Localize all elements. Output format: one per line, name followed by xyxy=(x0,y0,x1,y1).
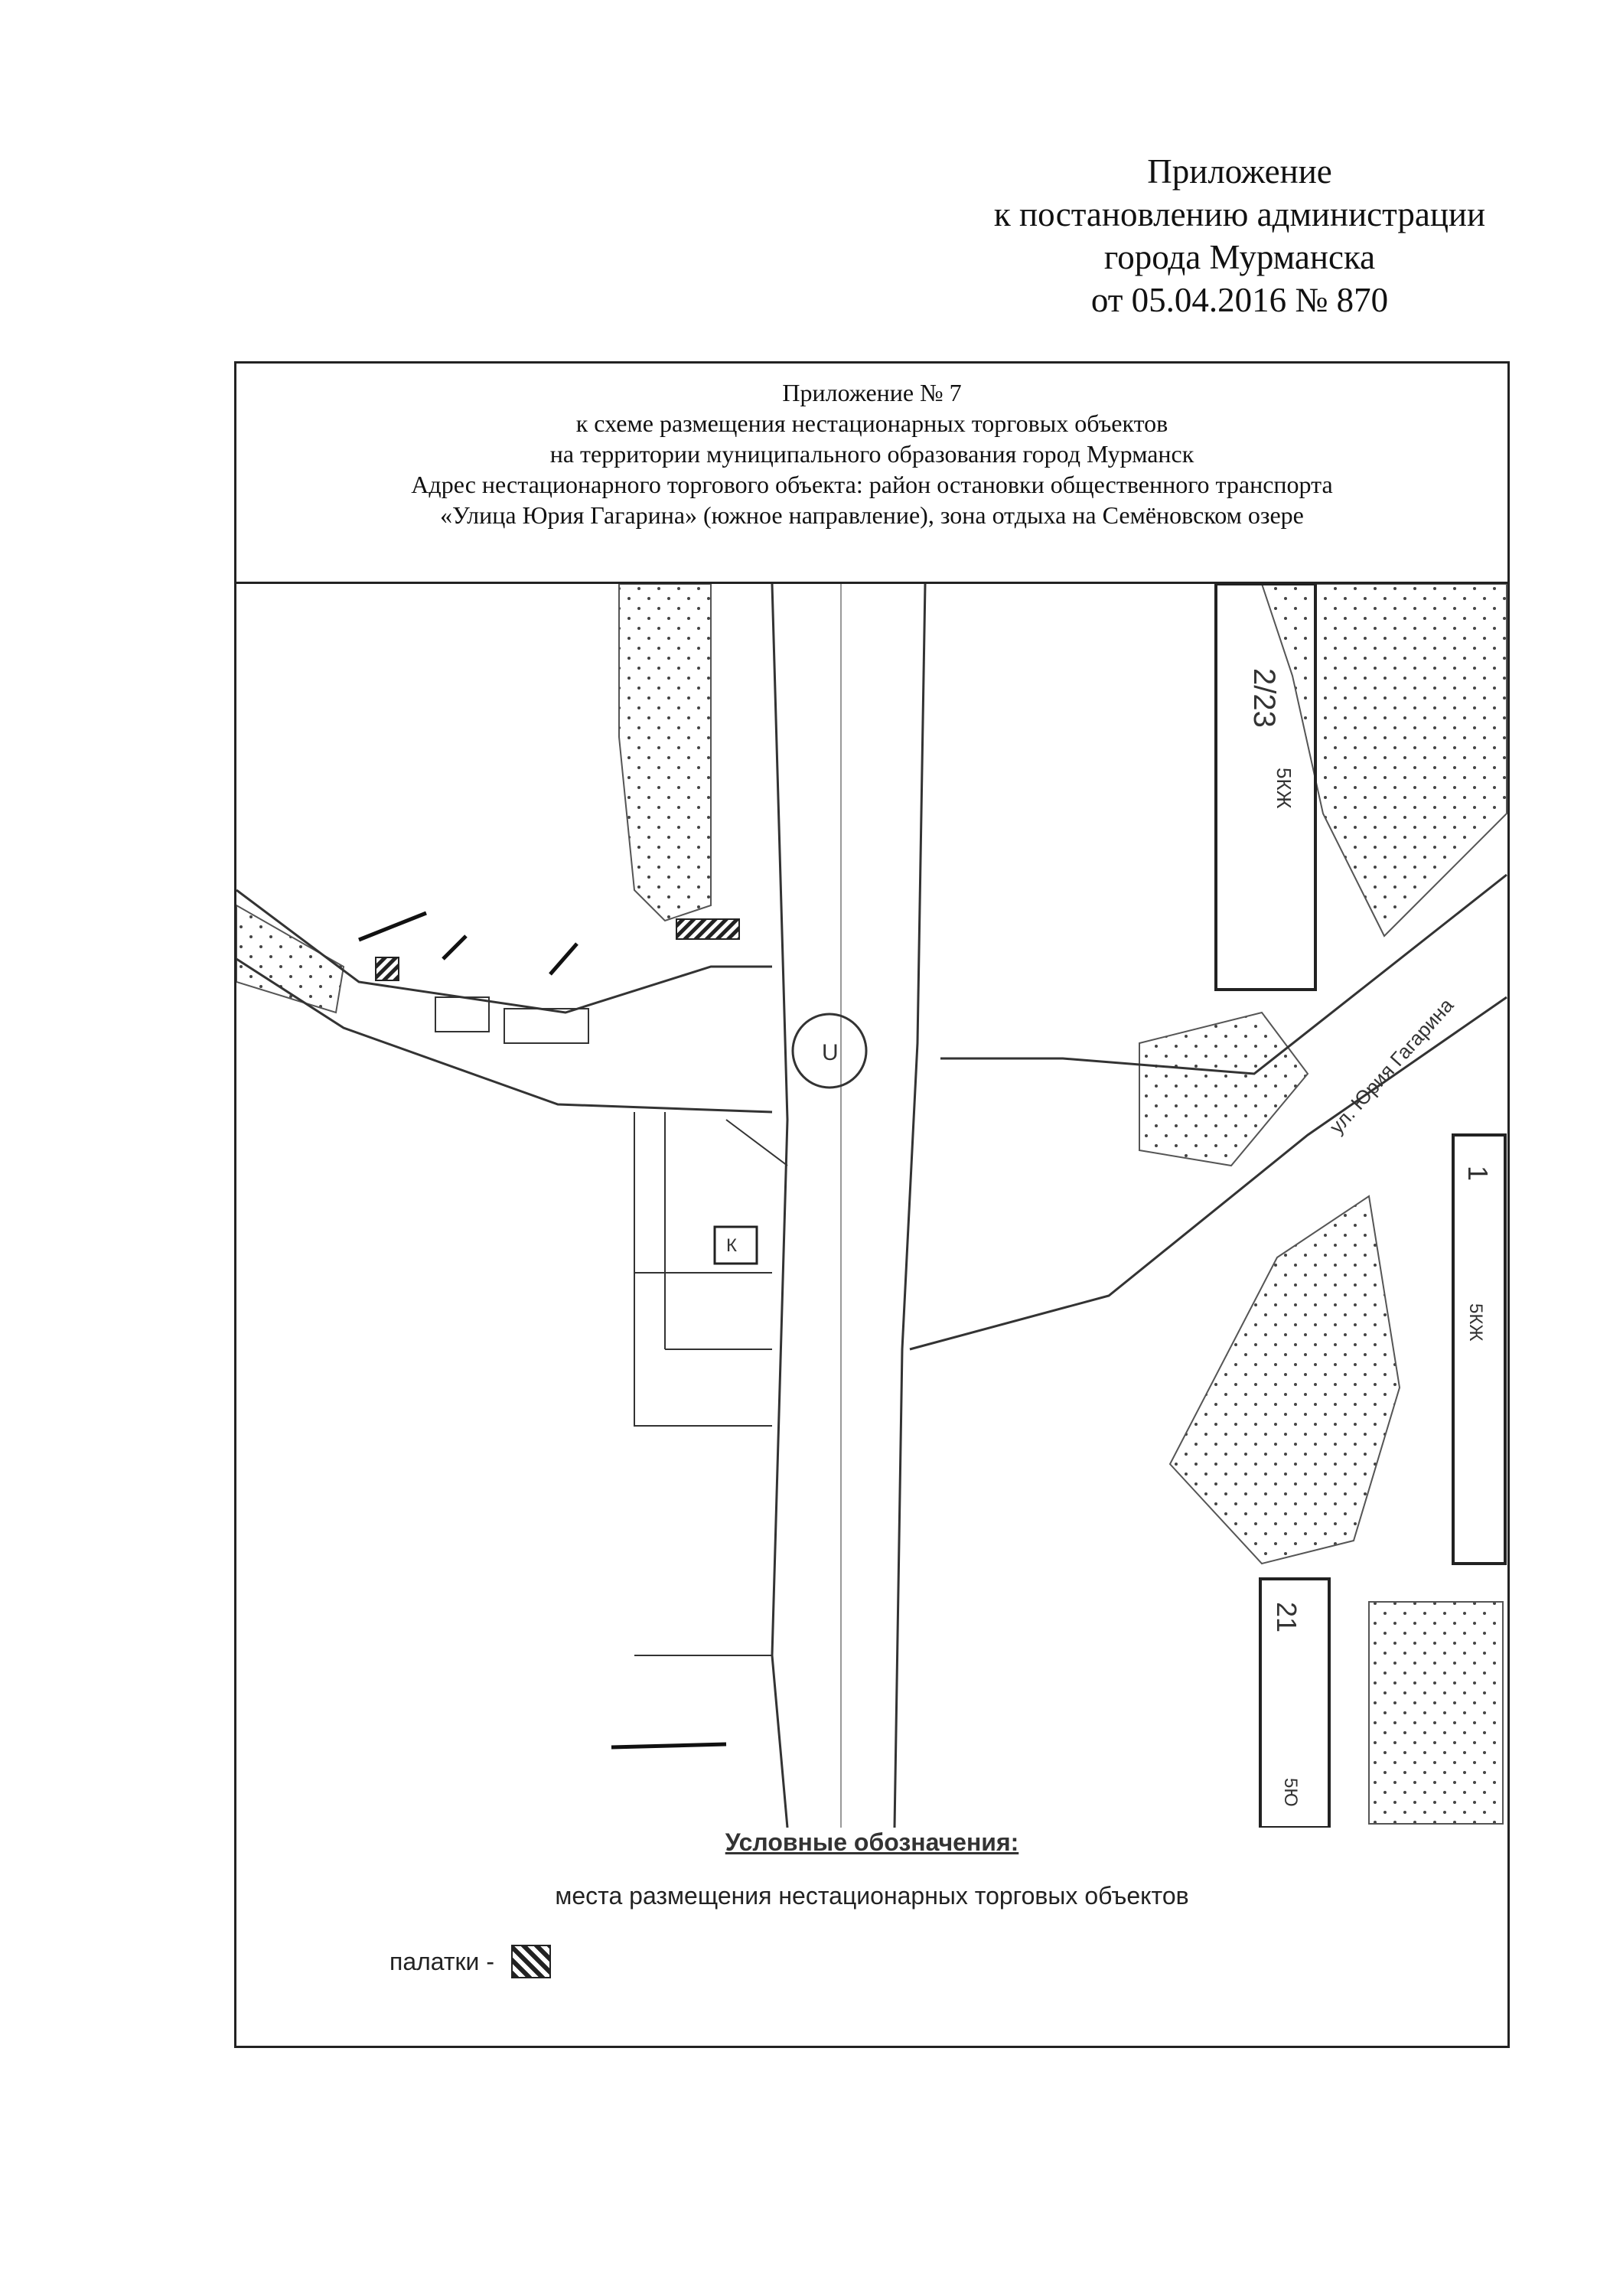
header-line-4: от 05.04.2016 № 870 xyxy=(1090,281,1389,319)
legend-title: Условные обозначения: xyxy=(725,1828,1019,1856)
legend-tents xyxy=(389,1945,551,1978)
header-line-1: Приложение xyxy=(1147,152,1332,191)
building-21-number: 21 xyxy=(1271,1602,1302,1633)
building-2-23-type: 5КЖ xyxy=(1273,768,1295,809)
scheme-title-line-2: к схеме размещения нестационарных торговых объектов xyxy=(575,409,1168,437)
tent-marker-1 xyxy=(676,919,739,939)
legend-tents-label: палатки - xyxy=(389,1947,494,1975)
green-zone-east-mid xyxy=(1139,1013,1308,1166)
site-map xyxy=(236,584,1507,1828)
scheme-title-line-3: на территории муниципального образования город Мурманск xyxy=(549,440,1194,468)
lot-boundaries xyxy=(634,1112,787,1655)
green-zone-north xyxy=(619,584,711,921)
plot-west-2 xyxy=(504,1009,588,1043)
building-2-23-number: 2/23 xyxy=(1247,668,1281,728)
header-line-2: к постановлению администрации xyxy=(993,195,1486,233)
document-header xyxy=(903,150,1576,321)
plot-west-1 xyxy=(435,997,489,1032)
building-21-type: 5Ю xyxy=(1280,1778,1301,1807)
street-name-gagarin: ул. Юрия Гагарина xyxy=(1325,993,1458,1139)
barrier-line-west xyxy=(359,913,726,1747)
site-map-drawing xyxy=(236,584,1507,1828)
scheme-title-line-4: Адрес нестационарного торгового объекта: район остановки общественного транспорта xyxy=(411,471,1333,498)
kiosk-label: К xyxy=(726,1235,737,1256)
scheme-title-line-1: Приложение № 7 xyxy=(782,379,962,406)
road-main-west-edge xyxy=(772,584,787,1828)
scheme-title xyxy=(236,364,1507,584)
green-zone-east-top xyxy=(1262,584,1507,936)
legend-subtitle: места размещения нестационарных торговых объектов xyxy=(555,1882,1189,1910)
header-line-3: города Мурманска xyxy=(1103,238,1376,276)
svg-text:U: U xyxy=(822,1040,839,1065)
green-zone-southeast xyxy=(1170,1196,1400,1564)
building-1 xyxy=(1453,1135,1505,1564)
building-1-number: 1 xyxy=(1462,1166,1494,1182)
scheme-frame xyxy=(234,361,1510,2048)
road-main-east-edge xyxy=(895,584,925,1828)
tent-hatch-icon xyxy=(511,1945,551,1978)
green-zone-south-right xyxy=(1369,1602,1503,1824)
scheme-title-line-5: «Улица Юрия Гагарина» (южное направление), зона отдыха на Семёновском озере xyxy=(440,501,1304,529)
tent-marker-2 xyxy=(376,957,399,980)
building-1-type: 5КЖ xyxy=(1465,1303,1486,1342)
